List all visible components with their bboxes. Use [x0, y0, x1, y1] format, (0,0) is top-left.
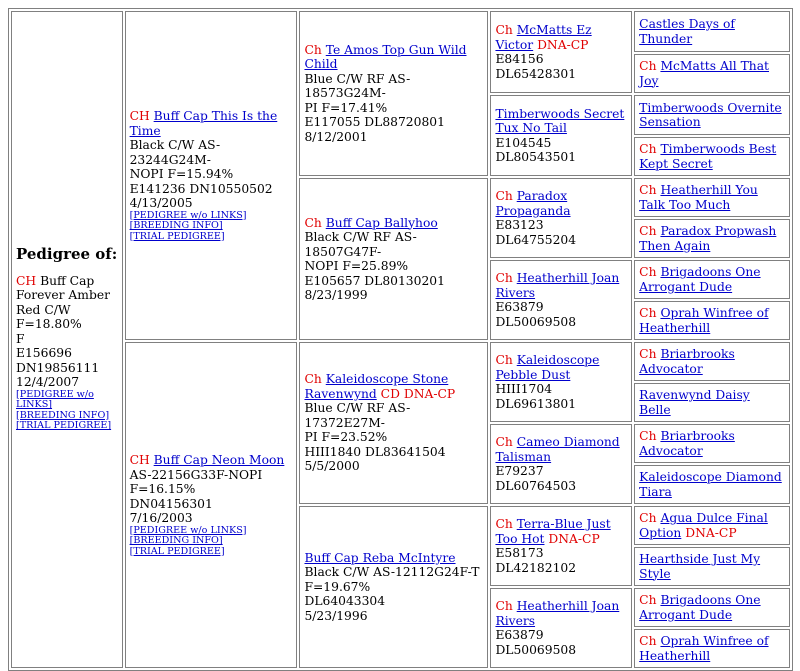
g4-cell-15 [634, 588, 790, 627]
title-badge: Ch [639, 306, 657, 320]
dog-info-line: E117055 DL88720801 [304, 115, 445, 130]
pedigree-sublink[interactable]: [PEDIGREE w/o LINKS] [129, 524, 247, 536]
pedigree-sublink[interactable]: [TRIAL PEDIGREE] [129, 230, 225, 242]
dog-name-link[interactable]: Agua Dulce Final Option [639, 511, 768, 540]
title-badge: Ch [639, 429, 657, 443]
title-suffix: DNA-CP [548, 531, 600, 546]
dog-name-link[interactable]: Timberwoods Secret Tux No Tail [495, 106, 625, 135]
title-badge: Ch [495, 271, 513, 285]
dog-info-line: PI F=17.41% [304, 100, 388, 115]
g4-cell-5 [634, 178, 790, 217]
dog-info-line: 8/23/1999 [304, 288, 368, 302]
g3-cell-2 [490, 95, 632, 176]
dog-name-line [639, 265, 785, 294]
dog-name-link[interactable]: McMatts Ez Victor [495, 23, 592, 52]
dog-name-line [639, 388, 785, 417]
dog-info-line: E105657 DL80130201 [304, 273, 445, 288]
dog-info-line: Blue C/W RF AS-18573G24M- [304, 71, 411, 101]
dog-info-line: 8/12/2001 [304, 129, 368, 144]
dog-name-line [495, 271, 627, 300]
dog-info-line: E141236 DN10550502 [129, 181, 273, 196]
dog-name-link[interactable]: Oprah Winfree of Heatherhill [639, 306, 769, 335]
dog-info-line: E58173 DL42182102 [495, 546, 577, 575]
g3-cell-3 [490, 178, 632, 258]
pedigree-sublink[interactable]: [PEDIGREE w/o LINKS] [16, 388, 94, 411]
g4-cell-2 [634, 54, 790, 93]
dog-name-link[interactable]: Oprah Winfree of Heatherhill [639, 634, 769, 663]
dog-name-line [639, 429, 785, 458]
dog-info-line: E83123 DL64755204 [495, 218, 577, 247]
g4-cell-10 [634, 383, 790, 422]
pedigree-heading: Pedigree of: [16, 245, 118, 264]
title-badge: Ch [639, 183, 657, 197]
pedigree-sublink[interactable]: [PEDIGREE w/o LINKS] [129, 209, 247, 221]
dog-name-link[interactable]: Ravenwynd Daisy Belle [639, 388, 750, 417]
g3-cell-4 [490, 260, 632, 340]
dog-name-link[interactable]: Buff Cap This Is the Time [129, 109, 278, 138]
title-badge: Ch [495, 435, 513, 449]
g3-cell-6 [490, 424, 632, 504]
dog-name-link[interactable]: Kaleidoscope Stone Ravenwynd [304, 372, 449, 401]
dog-name-link[interactable]: Brigadoons One Arrogant Dude [639, 593, 761, 622]
dog-name-line [495, 353, 627, 382]
dog-name-link[interactable]: Castles Days of Thunder [639, 17, 735, 46]
title-badge: Ch [639, 265, 657, 279]
title-badge: Ch [304, 42, 322, 57]
sire-sire-cell [299, 11, 488, 176]
title-suffix: CD DNA-CP [380, 386, 456, 401]
dog-name-line [639, 593, 785, 622]
title-badge: Ch [495, 23, 513, 37]
g4-cell-7 [634, 260, 790, 299]
title-badge: CH [16, 273, 37, 288]
dog-name-line [639, 101, 785, 130]
dog-name-link[interactable]: Buff Cap Neon Moon [153, 453, 285, 467]
title-badge: Ch [495, 517, 513, 531]
subject-info-line: 12/4/2007 [16, 375, 80, 390]
dog-name-link[interactable]: Briarbrooks Advocator [639, 429, 735, 458]
dog-name-line [639, 511, 785, 540]
title-suffix: DNA-CP [685, 525, 737, 540]
dog-name-link[interactable]: Heatherhill You Talk Too Much [639, 183, 758, 212]
subject-info-line: F [16, 331, 25, 346]
dog-name-line [304, 216, 483, 231]
dog-info-line: F=16.15% [129, 482, 196, 496]
pedigree-sublink[interactable]: [TRIAL PEDIGREE] [16, 420, 112, 432]
dog-info-line: Black C/W AS-23244G24M- [129, 138, 221, 167]
dog-info-line: HIII1704 DL69613801 [495, 382, 577, 411]
dam-cell [125, 342, 298, 668]
dog-name-line [639, 17, 785, 46]
dog-name-line [495, 435, 627, 464]
title-badge: Ch [639, 634, 657, 648]
title-badge: Ch [495, 189, 513, 203]
g4-cell-11 [634, 424, 790, 463]
subject-name-line: Buff Cap [40, 273, 95, 288]
dog-info-line: E63879 DL50069508 [495, 628, 577, 657]
dog-info-line: Black C/W AS-12112G24F-T [304, 565, 480, 580]
dog-name-line [639, 183, 785, 212]
title-badge: CH [129, 109, 150, 123]
dog-name-link[interactable]: Hearthside Just My Style [639, 552, 761, 581]
dam-dam-cell [299, 506, 488, 668]
g4-cell-9 [634, 342, 790, 381]
dog-name-line [639, 224, 785, 253]
dog-name-line [304, 551, 483, 566]
dog-name-link[interactable]: Kaleidoscope Pebble Dust [495, 353, 600, 382]
dog-name-link[interactable]: Kaleidoscope Diamond Tiara [639, 470, 782, 499]
dog-info-line: E79237 DL60764503 [495, 464, 577, 493]
dog-name-line [639, 306, 785, 335]
dog-info-line: F=19.67% [304, 579, 371, 594]
dog-name-link[interactable]: McMatts All That Joy [639, 59, 769, 88]
title-badge: Ch [495, 353, 513, 367]
dog-name-line [304, 43, 483, 72]
title-badge: Ch [639, 593, 657, 607]
dog-name-link[interactable]: Paradox Propwash Then Again [639, 224, 777, 253]
dog-name-link[interactable]: Cameo Diamond Talisman [495, 435, 620, 464]
dog-info-line: E104545 DL80543501 [495, 135, 577, 164]
dog-name-link[interactable]: Heatherhill Joan Rivers [495, 271, 620, 300]
title-badge: Ch [304, 372, 322, 387]
sire-cell [125, 11, 298, 340]
dog-name-line [495, 107, 627, 136]
g4-cell-8 [634, 301, 790, 340]
g4-cell-6 [634, 219, 790, 258]
dog-info-line: NOPI F=25.89% [304, 259, 409, 273]
pedigree-sublink[interactable]: [BREEDING INFO] [129, 535, 223, 546]
g4-cell-4 [634, 137, 790, 176]
dog-name-link[interactable]: Buff Cap Ballyhoo [325, 215, 438, 230]
dog-name-line [639, 347, 785, 376]
dog-info-line: 5/5/2000 [304, 459, 360, 474]
dog-info-line: E84156 DL65428301 [495, 52, 577, 81]
dog-name-line [130, 453, 293, 468]
g4-cell-13 [634, 506, 790, 545]
dog-name-line [130, 109, 293, 138]
title-badge: Ch [639, 511, 657, 525]
g3-cell-8 [490, 588, 632, 668]
g3-cell-5 [490, 342, 632, 422]
dog-info-line: Black C/W RF AS-18507G47F- [304, 230, 417, 259]
pedigree-sublink[interactable]: [BREEDING INFO] [16, 409, 110, 421]
title-badge: Ch [495, 599, 513, 613]
title-suffix: DNA-CP [537, 37, 589, 52]
dog-name-line [304, 372, 483, 401]
dog-name-link[interactable]: Te Amos Top Gun Wild Child [304, 42, 467, 72]
dog-info-line: HIII1840 DL83641504 [304, 444, 446, 459]
title-badge: Ch [639, 224, 657, 238]
dog-info-line: PI F=23.52% [304, 430, 388, 445]
dog-name-line [495, 23, 627, 52]
subject-info-line: DN19856111 [16, 360, 100, 375]
dog-name-line [639, 142, 785, 171]
subject-name-line: Forever Amber [16, 288, 110, 303]
dog-name-link[interactable]: Buff Cap Reba McIntyre [304, 550, 456, 565]
title-badge: Ch [639, 142, 657, 156]
g4-cell-12 [634, 465, 790, 504]
dog-name-line [639, 470, 785, 499]
dog-name-link[interactable]: Timberwoods Best Kept Secret [639, 142, 777, 171]
dog-name-link[interactable]: Timberwoods Overnite Sensation [639, 100, 782, 129]
dog-name-line [495, 517, 627, 546]
dog-info-line: 4/13/2005 [129, 196, 193, 210]
dog-info-line: DL64043304 [304, 594, 386, 609]
pedigree-sublink[interactable]: [TRIAL PEDIGREE] [129, 545, 225, 557]
dog-name-line [495, 189, 627, 218]
g4-cell-3 [634, 95, 790, 135]
dog-info-line: Blue C/W RF AS-17372E27M- [304, 401, 411, 430]
g3-cell-7 [490, 506, 632, 586]
title-badge: Ch [639, 59, 657, 73]
dog-info-line: 5/23/1996 [304, 608, 368, 623]
title-badge: Ch [639, 347, 657, 361]
dog-name-link[interactable]: Brigadoons One Arrogant Dude [639, 265, 761, 294]
title-badge: Ch [304, 215, 322, 230]
dog-info-line: E63879 DL50069508 [495, 300, 577, 329]
subject-info-line: F=18.80% [16, 317, 82, 332]
dog-name-line [639, 552, 785, 581]
g3-cell-1 [490, 11, 632, 93]
title-badge: CH [129, 453, 150, 467]
subject-info-line: E156696 [16, 346, 72, 361]
dog-info-line: NOPI F=15.94% [129, 167, 234, 181]
pedigree-table [8, 8, 793, 671]
dog-name-line [639, 59, 785, 88]
dog-name-link[interactable]: Briarbrooks Advocator [639, 347, 735, 376]
dog-info-line: 7/16/2003 [129, 511, 193, 525]
dog-name-link[interactable]: Heatherhill Joan Rivers [495, 599, 620, 628]
dog-info-line: AS-22156G33F-NOPI [129, 467, 263, 482]
g4-cell-1 [634, 11, 790, 52]
g4-cell-14 [634, 547, 790, 586]
dog-name-line [495, 599, 627, 628]
dam-sire-cell [299, 342, 488, 504]
pedigree-sublink[interactable]: [BREEDING INFO] [129, 220, 223, 231]
dog-info-line: DN04156301 [129, 496, 213, 511]
dog-name-link[interactable]: Paradox Propaganda [495, 189, 571, 218]
subject-info-line: Red C/W [16, 302, 71, 317]
dog-name-link[interactable]: Terra-Blue Just Too Hot [495, 517, 611, 546]
sire-dam-cell [299, 178, 488, 340]
subject-cell [11, 11, 123, 668]
